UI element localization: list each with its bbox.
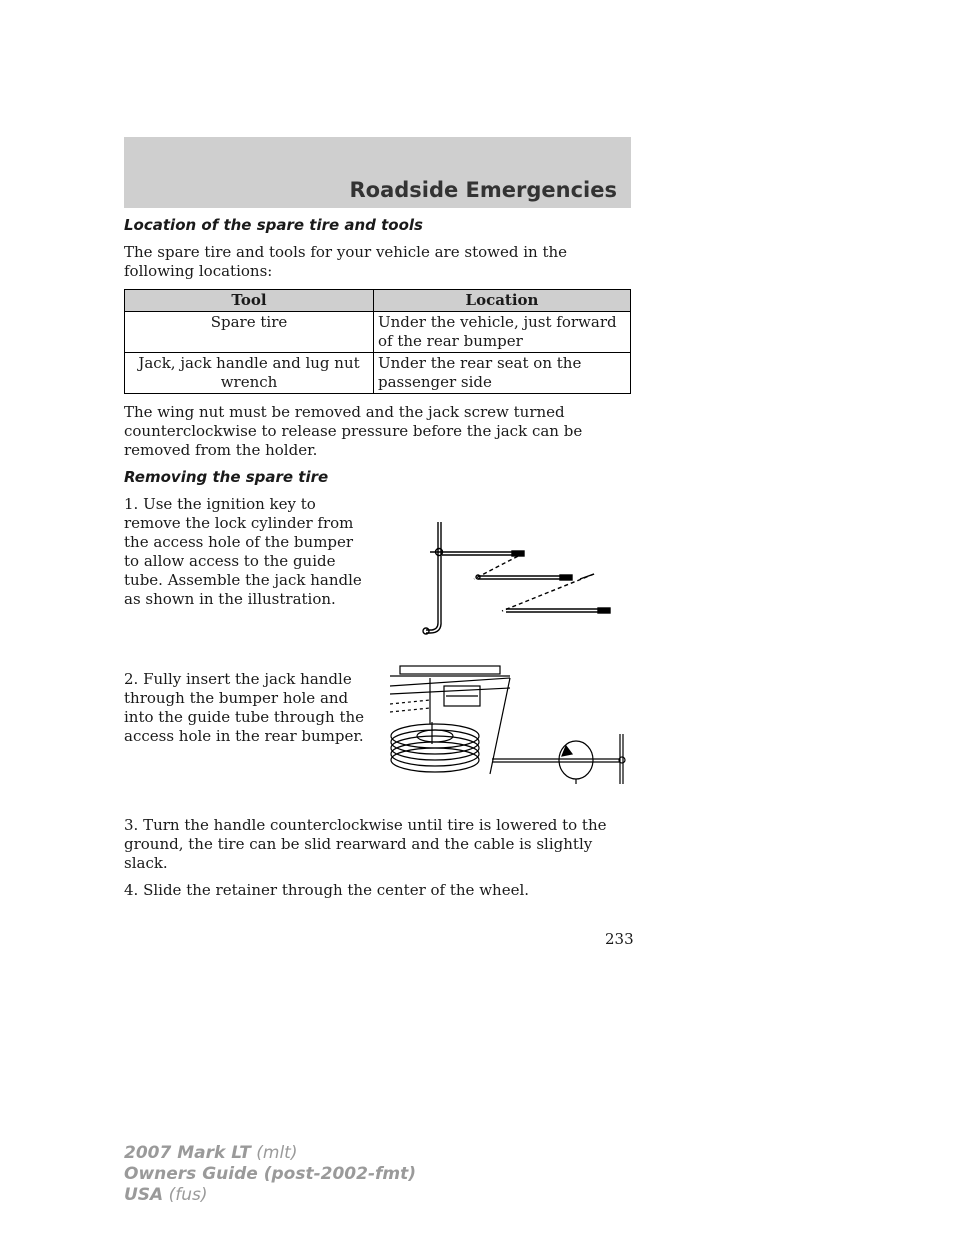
heading-spare-tire-location: Location of the spare tire and tools — [124, 216, 423, 234]
footer-line-3 — [124, 1185, 416, 1206]
document-footer — [124, 1143, 416, 1206]
jack-note-paragraph: The wing nut must be removed and the jack screw turned counterclockwise to release pressure before the jack can be removed from the holder. — [124, 403, 583, 459]
footer-model: 2007 Mark LT — [124, 1143, 251, 1163]
footer-market: USA — [124, 1185, 164, 1205]
step-2-text: 2. Fully insert the jack handle through the bumper hole and into the guide tube through the access hole in the rear bumper. — [124, 670, 365, 745]
table-cell-tool: Jack, jack handle and lug nut wrench — [125, 353, 374, 394]
table-cell-tool: Spare tire — [125, 312, 374, 353]
step-4-text: 4. Slide the retainer through the center of the wheel. — [124, 881, 530, 899]
heading-removing-spare-tire: Removing the spare tire — [124, 468, 329, 486]
table-row — [125, 353, 631, 394]
table-row — [125, 312, 631, 353]
step-1-block — [124, 495, 632, 670]
step-1-text: 1. Use the ignition key to remove the lock cylinder from the access hole of the bumper to allow access to the guide tube. Assemble the jack handle as shown in the illustration. — [124, 495, 362, 608]
footer-market-code: (fus) — [168, 1185, 208, 1205]
step-3-text: 3. Turn the handle counterclockwise until tire is lowered to the ground, the tire can be slid rearward and the cable is slightly slack. — [124, 816, 607, 872]
column-header-location: Location — [374, 290, 631, 312]
table-cell-location: Under the vehicle, just forward of the rear bumper — [374, 312, 631, 353]
step-2-block — [124, 670, 632, 816]
tools-location-table — [124, 289, 631, 394]
column-header-tool: Tool — [125, 290, 374, 312]
page-content — [124, 216, 632, 908]
jack-handle-assembly-illustration — [408, 517, 618, 637]
footer-line-1 — [124, 1143, 416, 1164]
table-cell-location: Under the rear seat on the passenger side — [374, 353, 631, 394]
intro-paragraph: The spare tire and tools for your vehicle are stowed in the following locations: — [124, 243, 568, 280]
footer-guide: Owners Guide (post-2002-fmt) — [124, 1164, 417, 1184]
page-number: 233 — [605, 930, 634, 948]
section-title: Roadside Emergencies — [349, 178, 617, 202]
footer-model-code: (mlt) — [256, 1143, 298, 1163]
spare-tire-lowering-illustration — [390, 664, 640, 784]
header-band — [124, 137, 631, 208]
table-header-row — [125, 290, 631, 312]
